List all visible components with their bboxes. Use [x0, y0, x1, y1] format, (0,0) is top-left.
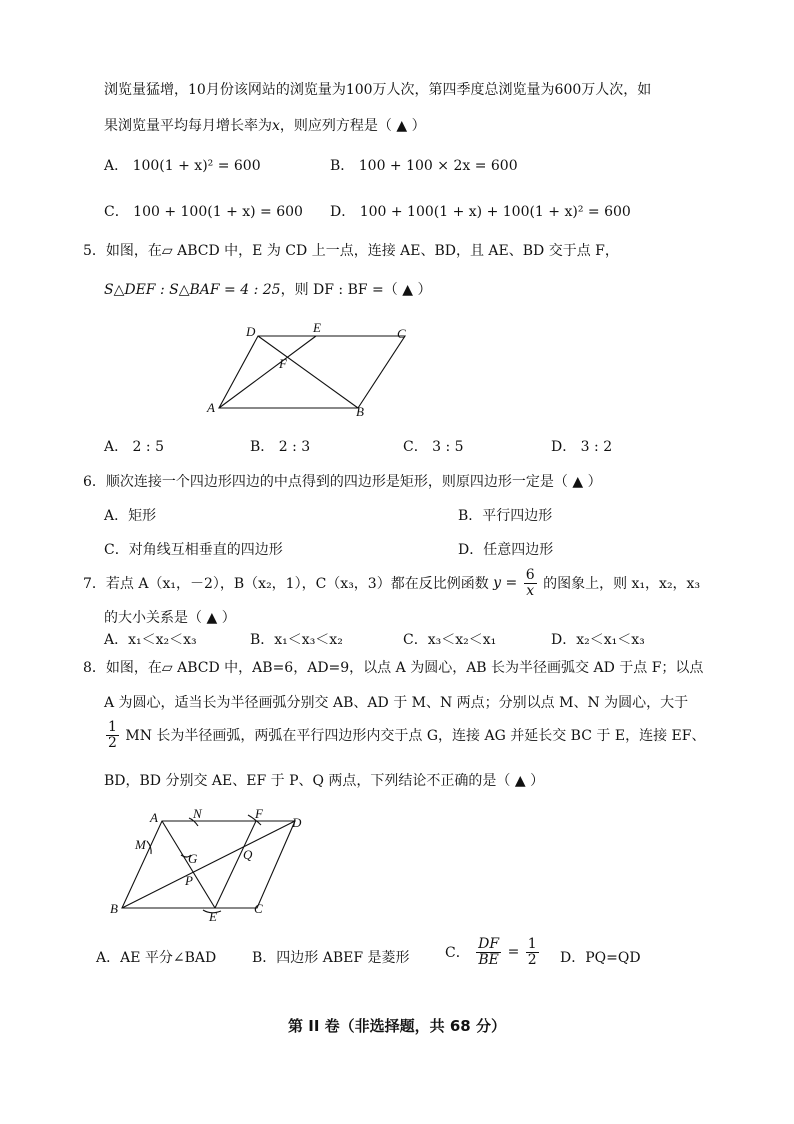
q5-option-a: A． 2 : 5 [104, 439, 164, 455]
q8-figure-lines [122, 815, 295, 913]
q7-option-b: B．x₁＜x₃＜x₂ [250, 632, 343, 648]
option-text: 100 + 100(1 + x) = 600 [133, 204, 303, 220]
label-e: E [209, 909, 217, 924]
q4-close: ） [411, 118, 426, 134]
q8-close: ） [530, 773, 545, 789]
q7-option-d: D．x₂＜x₁＜x₃ [551, 632, 645, 648]
section-title: 第 II 卷（非选择题，共 68 分） [288, 1017, 506, 1035]
option-text: 100 + 100(1 + x) + 100(1 + x)² = 600 [359, 204, 631, 220]
label-e: E [313, 320, 321, 335]
q6-option-b: B．平行四边形 [458, 508, 553, 524]
q5-option-c: C． 3 : 5 [403, 439, 464, 455]
q8-option-d: D．PQ=QD [560, 950, 641, 966]
segment-bd [122, 821, 295, 908]
q8-half-fraction [106, 720, 119, 750]
label-a: A [150, 810, 158, 825]
label-q: Q [243, 847, 253, 862]
option-label: A． [104, 158, 129, 174]
q8-line2: A 为圆心，适当长为半径画弧分别交 AB、AD 于 M、N 两点；分别以点 M、N 为圆心，大于 [104, 695, 689, 711]
q4-option-d [330, 201, 631, 221]
q6-close: ） [587, 474, 602, 490]
option-label: C． [104, 204, 129, 220]
q5-option-d: D． 3 : 2 [551, 439, 613, 455]
answer-marker: ▲ [206, 610, 218, 626]
label-b: B [356, 404, 364, 419]
label-a: A [207, 400, 215, 415]
fraction-denominator: BE [478, 951, 499, 968]
q5-text: 如图，在▱ ABCD 中，E 为 CD 上一点，连接 AE、BD，且 AE、BD 交于点 F， [105, 243, 619, 259]
q7-func-lhs: y = [493, 575, 518, 592]
label-d: D [292, 815, 302, 830]
answer-marker: ▲ [402, 282, 414, 298]
equals-sign: = [507, 944, 520, 961]
q7-line1 [83, 568, 700, 598]
q5-ratio: S△DEF : S△BAF = 4 : 25 [104, 282, 281, 298]
q5-figure [200, 318, 430, 428]
q4-var-x: x [272, 118, 280, 134]
q7-line2-text: 的大小关系是（ [104, 610, 202, 626]
parallelogram-abcd [219, 336, 405, 408]
q5-ask: ，则 DF : BF =（ [280, 282, 398, 298]
q8-line1: 8．如图，在▱ ABCD 中，AB=6，AD=9，以点 A 为圆心，AB 长为半径画弧交 AD 于点 F；以点 [83, 660, 704, 676]
q7-close: ） [221, 610, 236, 626]
q5-line1 [83, 240, 619, 260]
q4-option-a [104, 155, 261, 175]
q8-line4 [104, 770, 544, 790]
q7-line2 [104, 607, 236, 627]
q8-option-b: B．四边形 ABEF 是菱形 [252, 950, 410, 966]
q8-option-c-fraction [476, 937, 501, 967]
label-p: P [185, 873, 193, 888]
option-text: 100 + 100 × 2x = 600 [358, 158, 518, 174]
segment-ef [215, 821, 256, 908]
q7-post: 的图象上，则 x₁，x₂，x₃ [543, 576, 701, 593]
label-d: D [246, 324, 256, 339]
q6-option-c: C．对角线互相垂直的四边形 [104, 542, 283, 558]
label-g: G [188, 851, 198, 866]
fraction-numerator: DF [478, 936, 500, 952]
q8-option-a: A．AE 平分∠BAD [96, 950, 217, 966]
q4-option-b [330, 155, 518, 175]
fraction-denominator: x [526, 582, 535, 599]
segment-bd [258, 336, 358, 408]
label-f: F [255, 806, 263, 821]
segment-ae [219, 336, 316, 408]
q8-option-c-half [526, 937, 539, 967]
fraction-denominator: 2 [108, 734, 117, 751]
q7-option-c: C．x₃＜x₂＜x₁ [403, 632, 497, 648]
label-n: N [193, 806, 202, 821]
label-m: M [135, 837, 146, 852]
answer-marker: ▲ [514, 773, 526, 789]
q6-text: 6．顺次连接一个四边形四边的中点得到的四边形是矩形，则原四边形一定是（ [83, 474, 568, 490]
fraction-numerator: 1 [527, 936, 537, 952]
q7-option-a: A．x₁＜x₂＜x₃ [104, 632, 197, 648]
option-label: B． [330, 158, 355, 174]
q8-line3 [104, 720, 705, 750]
option-text: 100(1 + x)² = 600 [132, 158, 261, 174]
q5-option-b: B． 2 : 3 [250, 439, 311, 455]
q8-line4-text: BD，BD 分别交 AE、EF 于 P、Q 两点，下列结论不正确的是（ [104, 773, 511, 789]
q4-option-c [104, 201, 303, 221]
q4-line2 [104, 115, 426, 135]
q8-figure [105, 805, 320, 925]
label-b: B [110, 901, 118, 916]
q4-line1: 浏览量猛增，10月份该网站的浏览量为100万人次，第四季度总浏览量为600万人次，如 [104, 82, 652, 98]
option-label: C． [445, 945, 470, 962]
fraction-denominator: 2 [527, 951, 537, 968]
q5-close: ） [417, 282, 432, 298]
q6-line [83, 471, 602, 491]
q6-option-d: D．任意四边形 [458, 542, 554, 558]
label-c: C [397, 326, 406, 341]
q7-pre: 7．若点 A（x₁，－2），B（x₂，1），C（x₃，3）都在反比例函数 [83, 576, 489, 593]
answer-marker: ▲ [396, 118, 408, 134]
fraction-numerator: 1 [108, 719, 117, 735]
q8-option-c [445, 937, 541, 967]
q6-option-a: A．矩形 [104, 508, 157, 524]
q7-fraction [524, 568, 537, 598]
q4-line2-pre: 果浏览量平均每月增长率为 [104, 118, 272, 134]
q8-line3-text: MN 长为半径画弧，两弧在平行四边形内交于点 G，连接 AG 并延长交 BC 于 E，连接 EF、 [125, 728, 706, 745]
label-c: C [254, 901, 263, 916]
q5-number: 5． [83, 243, 106, 259]
q4-line2-post: ，则应列方程是（ [279, 118, 392, 134]
label-f: F [279, 356, 287, 371]
answer-marker: ▲ [572, 474, 584, 490]
q5-figure-lines [219, 336, 405, 408]
q5-line2 [104, 279, 431, 299]
fraction-numerator: 6 [525, 567, 535, 583]
option-label: D． [330, 204, 356, 220]
